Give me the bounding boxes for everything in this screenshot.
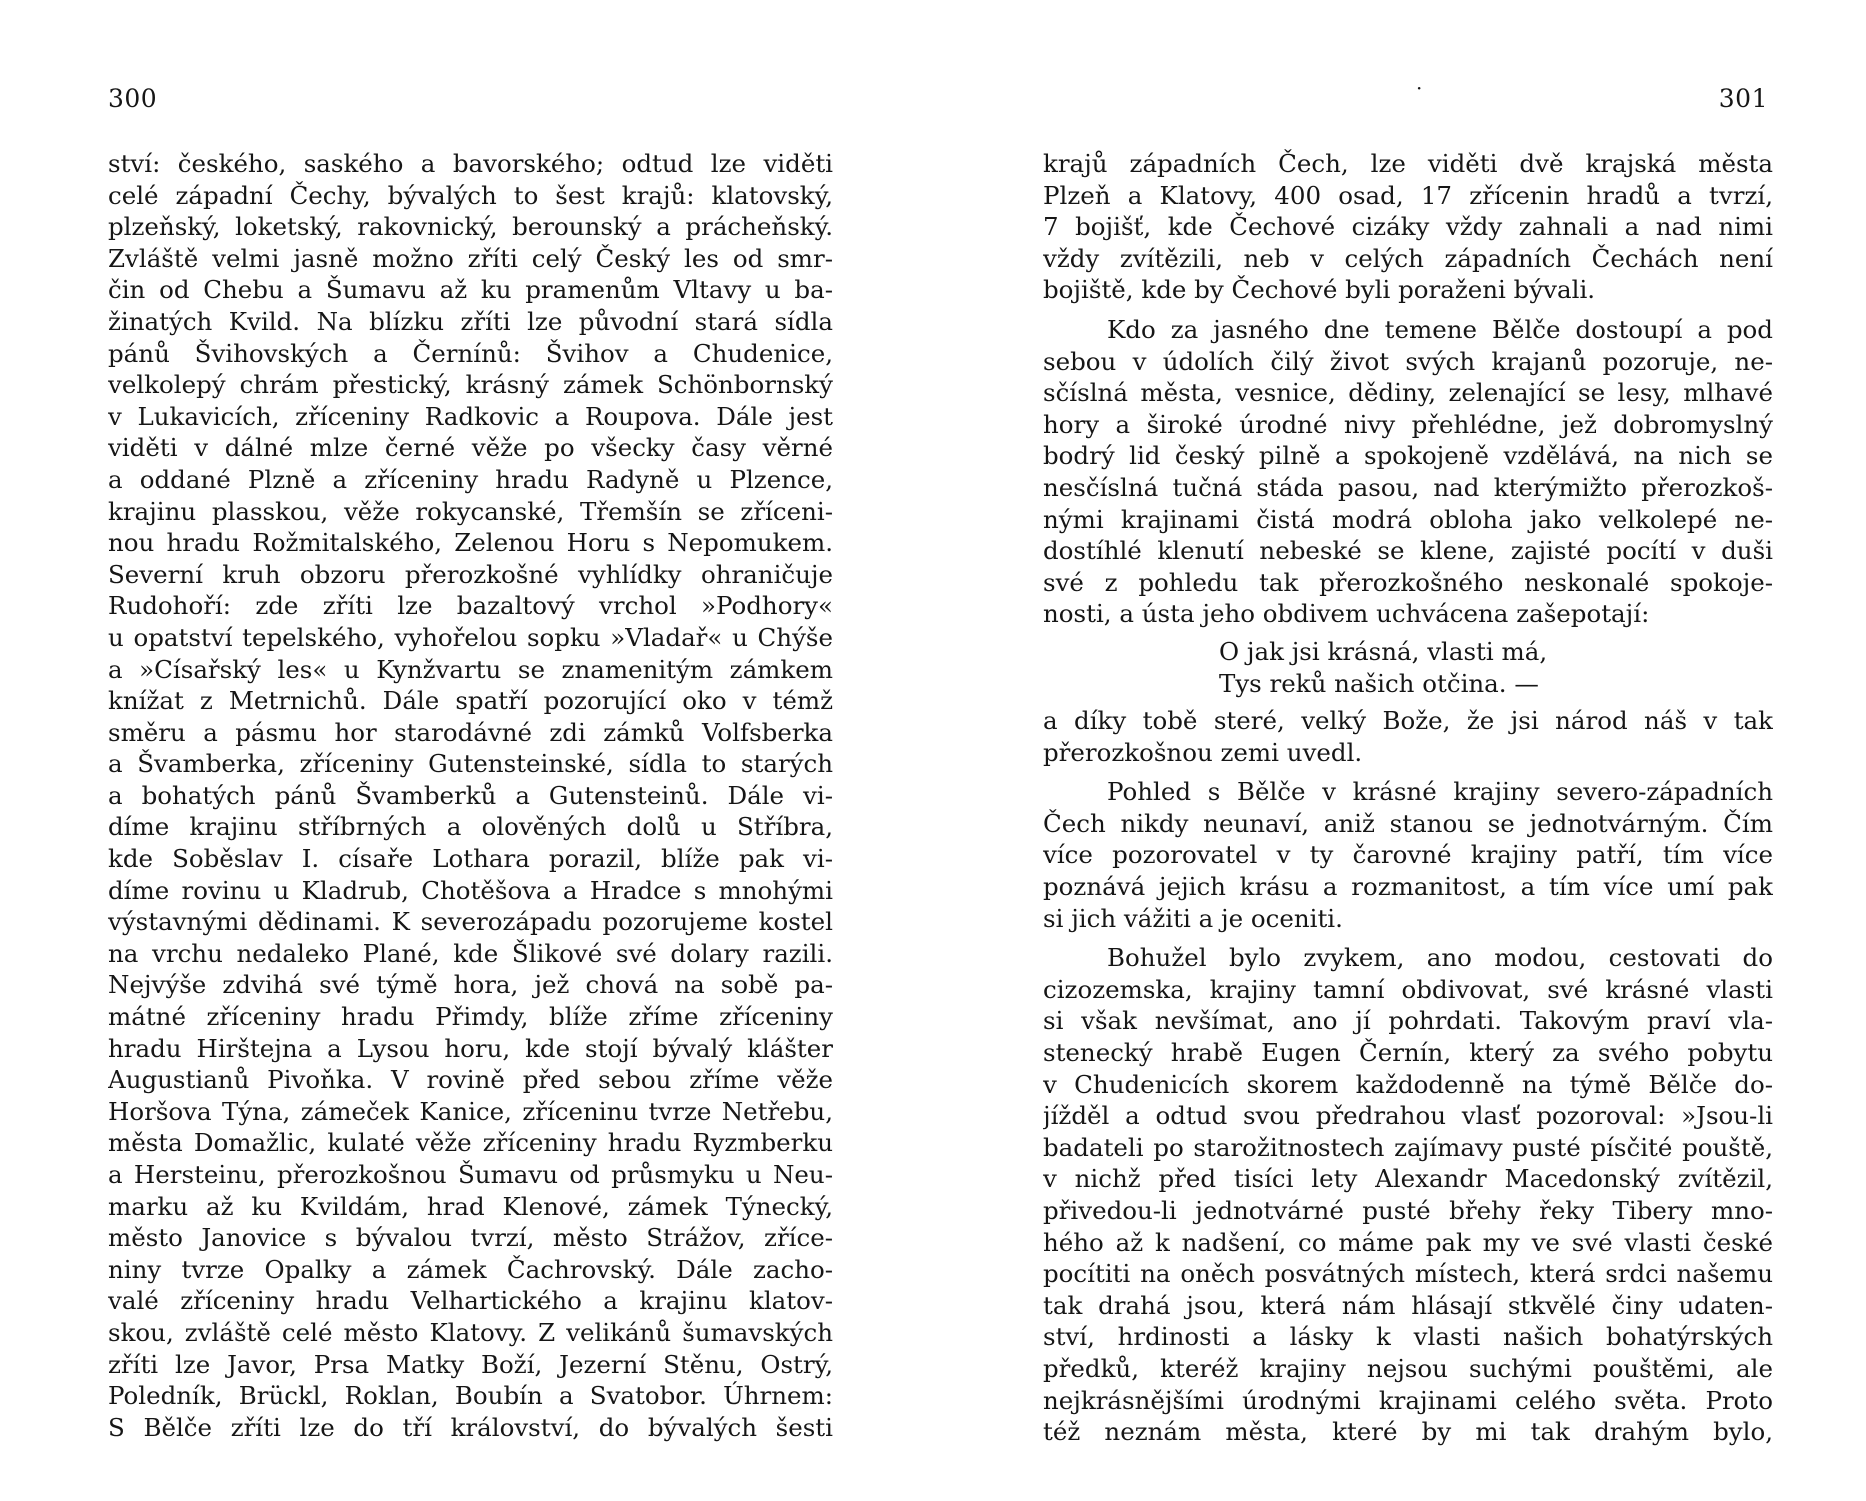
- left-text-column: [108, 148, 833, 1443]
- text-line: Kdo za jasného dne temene Bělče dostoupí a pod: [1107, 314, 1773, 344]
- text-line: ství, hrdinosti a lásky k vlasti našich bohatýrských: [1043, 1322, 1773, 1352]
- text-line: krajů západních Čech, lze viděti dvě krajská města: [1043, 149, 1773, 178]
- text-line: mátné zříceniny hradu Přimdy, blíže zříme zříceniny: [108, 1002, 833, 1032]
- text-line: díme rovinu u Kladrub, Chotěšova a Hradce s mnohými: [108, 875, 833, 905]
- text-line: přivedou-li jednotvárné pusté břehy řeky Tibery mno-: [1043, 1196, 1773, 1225]
- text-line: výstavnými dědinami. K severozápadu pozorujeme kostel: [108, 907, 833, 937]
- text-line: Pohled s Bělče v krásné krajiny severo-západních: [1107, 777, 1773, 807]
- text-line: hory a široké úrodné nivy přehlédne, jež dobromyslný: [1043, 409, 1773, 439]
- text-line: ství: českého, saského a bavorského; odtud lze viděti: [108, 149, 833, 178]
- text-line: Augustianů Pivoňka. V rovině před sebou zříme věže: [108, 1065, 833, 1095]
- text-line: nesčíslná tučná stáda pasou, nad kterýmižto přerozkoš-: [1043, 472, 1773, 502]
- text-line: Čech nikdy neunaví, aniž stanou se jednotvárným. Čím: [1043, 808, 1773, 838]
- text-line: hého až k nadšení, co máme pak my ve své vlasti české: [1043, 1227, 1773, 1257]
- text-line: bojiště, kde by Čechové byli poraženi bývali.: [1043, 275, 1596, 305]
- text-line: v Lukavicích, zříceniny Radkovic a Roupova. Dále jest: [108, 401, 833, 431]
- printer-mark: ·: [1416, 76, 1423, 100]
- text-line: plzeňský, loketský, rakovnický, berounský a prácheňský.: [108, 212, 833, 242]
- text-line: a Švamberka, zříceniny Gutensteinské, sídla to starých: [108, 749, 833, 779]
- text-line: Severní kruh obzoru přerozkošné vyhlídky ohraničuje: [108, 559, 833, 589]
- text-line: viděti v dálné mlze černé věže po všecky časy věrné: [108, 433, 833, 463]
- right-page: [933, 0, 1866, 1501]
- text-line: jížděl a odtud svou předrahou vlasť pozoroval: »Jsou-li: [1043, 1101, 1773, 1131]
- text-line: města Domažlic, kulaté věže zříceniny hradu Ryzmberku: [108, 1128, 833, 1158]
- text-line: vždy zvítězili, neb v celých západních Čechách není: [1043, 243, 1773, 273]
- text-line: více pozorovatel v ty čarovné krajiny patří, tím více: [1043, 840, 1773, 870]
- text-line: krajinu plasskou, věže rokycanské, Třemšín se zříceni-: [108, 496, 833, 526]
- text-line: u opatství tepelského, vyhořelou sopku »Vladař« u Chýše: [108, 622, 833, 652]
- text-line: dostíhlé klenutí nebeské se klene, zajisté pocítí v duši: [1043, 536, 1773, 566]
- right-text-column: [1043, 148, 1773, 1448]
- text-line: Nejvýše zdvihá své týmě hora, jež chová na sobě pa-: [108, 970, 833, 1000]
- text-line: valé zříceniny hradu Velhartického a krajinu klatov-: [108, 1286, 833, 1316]
- text-line: Horšova Týna, zámeček Kanice, zříceninu tvrze Netřebu,: [108, 1096, 833, 1126]
- text-line: v Chudenicích skorem každodenně na týmě Bělče do-: [1043, 1069, 1773, 1099]
- text-line: skou, zvláště celé město Klatovy. Z velikánů šumavských: [108, 1317, 833, 1347]
- text-line: si však nevšímat, ano jí pohrdati. Takovým praví vla-: [1043, 1006, 1773, 1036]
- text-line: marku až ku Kvildám, hrad Klenové, zámek Týnecký,: [108, 1191, 833, 1221]
- text-line: nou hradu Rožmitalského, Zelenou Horu s Nepomukem.: [108, 528, 833, 558]
- page-number-right: 301: [1718, 84, 1768, 113]
- text-line: své z pohledu tak přerozkošného neskonalé spokoje-: [1043, 567, 1773, 597]
- text-line: velkolepý chrám přestický, krásný zámek Schönbornský: [108, 370, 833, 400]
- text-line: a Hersteinu, přerozkošnou Šumavu od průsmyku u Neu-: [108, 1160, 833, 1189]
- text-line: nými krajinami čistá modrá obloha jako velkolepé ne-: [1043, 504, 1773, 534]
- text-line: nosti, a ústa jeho obdivem uchvácena zašepotají:: [1043, 599, 1650, 629]
- text-line: si jich vážiti a je oceniti.: [1043, 903, 1343, 933]
- text-line: tak drahá jsou, která nám hlásají stkvělé činy udaten-: [1043, 1290, 1773, 1320]
- text-line: žinatých Kvild. Na blízku zříti lze původní stará sídla: [108, 306, 833, 336]
- text-line: nejkrásnějšími úrodnými krajinami celého světa. Proto: [1043, 1385, 1773, 1415]
- text-line: 7 bojišť, kde Čechové cizáky vždy zahnali a nad nimi: [1043, 212, 1773, 242]
- text-line: pocítiti na oněch posvátných místech, která srdci našemu: [1043, 1259, 1773, 1289]
- text-line: díme krajinu stříbrných a olověných dolů u Stříbra,: [108, 812, 833, 842]
- text-line: sčíslná města, vesnice, dědiny, zelenající se lesy, mlhavé: [1043, 378, 1773, 408]
- text-line: Plzeň a Klatovy, 400 osad, 17 zřícenin hradů a tvrzí,: [1043, 180, 1773, 210]
- text-line: badateli po starožitnostech zajímavy pusté písčité pouště,: [1043, 1132, 1773, 1162]
- text-line: pánů Švihovských a Černínů: Švihov a Chudenice,: [108, 338, 833, 368]
- page-number-left: 300: [108, 84, 158, 113]
- text-line: kde Soběslav I. císaře Lothara porazil, blíže pak vi-: [108, 844, 833, 874]
- text-line: Bohužel bylo zvykem, ano modou, cestovati do: [1107, 943, 1773, 973]
- text-line: niny tvrze Opalky a zámek Čachrovský. Dále zacho-: [108, 1254, 833, 1284]
- text-line: a oddané Plzně a zříceniny hradu Radyně u Plzence,: [108, 464, 833, 494]
- text-line: cizozemska, krajiny tamní obdivovat, své krásné vlasti: [1043, 974, 1773, 1004]
- text-line: Rudohoří: zde zříti lze bazaltový vrchol »Podhory«: [108, 591, 833, 621]
- text-line: S Bělče zříti lze do tří království, do bývalých šesti: [108, 1412, 833, 1442]
- text-line: Poledník, Brückl, Roklan, Boubín a Svatobor. Úhrnem:: [108, 1381, 833, 1411]
- text-line: sebou v údolích čilý život svých krajanů pozoruje, ne-: [1043, 346, 1773, 376]
- text-line: v nichž před tisíci lety Alexandr Macedonský zvítězil,: [1043, 1164, 1773, 1194]
- poem-line: O jak jsi krásná, vlasti má,: [1219, 636, 1548, 666]
- text-line: hradu Hirštejna a Lysou horu, kde stojí bývalý klášter: [108, 1033, 833, 1063]
- text-line: poznává jejich krásu a rozmanitost, a tím více umí pak: [1043, 872, 1773, 902]
- text-line: město Janovice s bývalou tvrzí, město Strážov, zříce-: [108, 1223, 833, 1253]
- text-line: bodrý lid český pilně a spokojeně vzdělává, na nich se: [1043, 441, 1773, 471]
- text-line: předků, kteréž krajiny nejsou suchými pouštěmi, ale: [1043, 1353, 1773, 1383]
- text-line: čin od Chebu a Šumavu až ku pramenům Vltavy u ba-: [108, 275, 833, 305]
- text-line: na vrchu nedaleko Plané, kde Šlikové své dolary razili.: [108, 938, 833, 968]
- text-line: též neznám města, které by mi tak drahým bylo,: [1043, 1417, 1773, 1447]
- text-line: směru a pásmu hor starodávné zdi zámků Volfsberka: [108, 717, 833, 747]
- text-line: Zvláště velmi jasně možno zříti celý Český les od smr-: [108, 243, 833, 273]
- text-line: zříti lze Javor, Prsa Matky Boží, Jezerní Stěnu, Ostrý,: [108, 1349, 833, 1379]
- text-line: celé západní Čechy, bývalých to šest krajů: klatovský,: [108, 180, 833, 210]
- text-line: a »Císařský les« u Kynžvartu se znamenitým zámkem: [108, 654, 833, 684]
- text-line: stenecký hrabě Eugen Černín, který za svého pobytu: [1043, 1038, 1773, 1068]
- poem-quote: [1043, 636, 1773, 699]
- text-line: a díky tobě steré, velký Bože, že jsi národ náš v tak: [1043, 706, 1773, 736]
- text-line: přerozkošnou zemi uvedl.: [1043, 737, 1363, 767]
- text-line: a bohatých pánů Švamberků a Gutensteinů. Dále vi-: [108, 780, 833, 810]
- poem-line: Tys reků našich otčina. —: [1219, 668, 1539, 698]
- text-line: knížat z Metrnichů. Dále spatří pozorující oko v témž: [108, 686, 833, 716]
